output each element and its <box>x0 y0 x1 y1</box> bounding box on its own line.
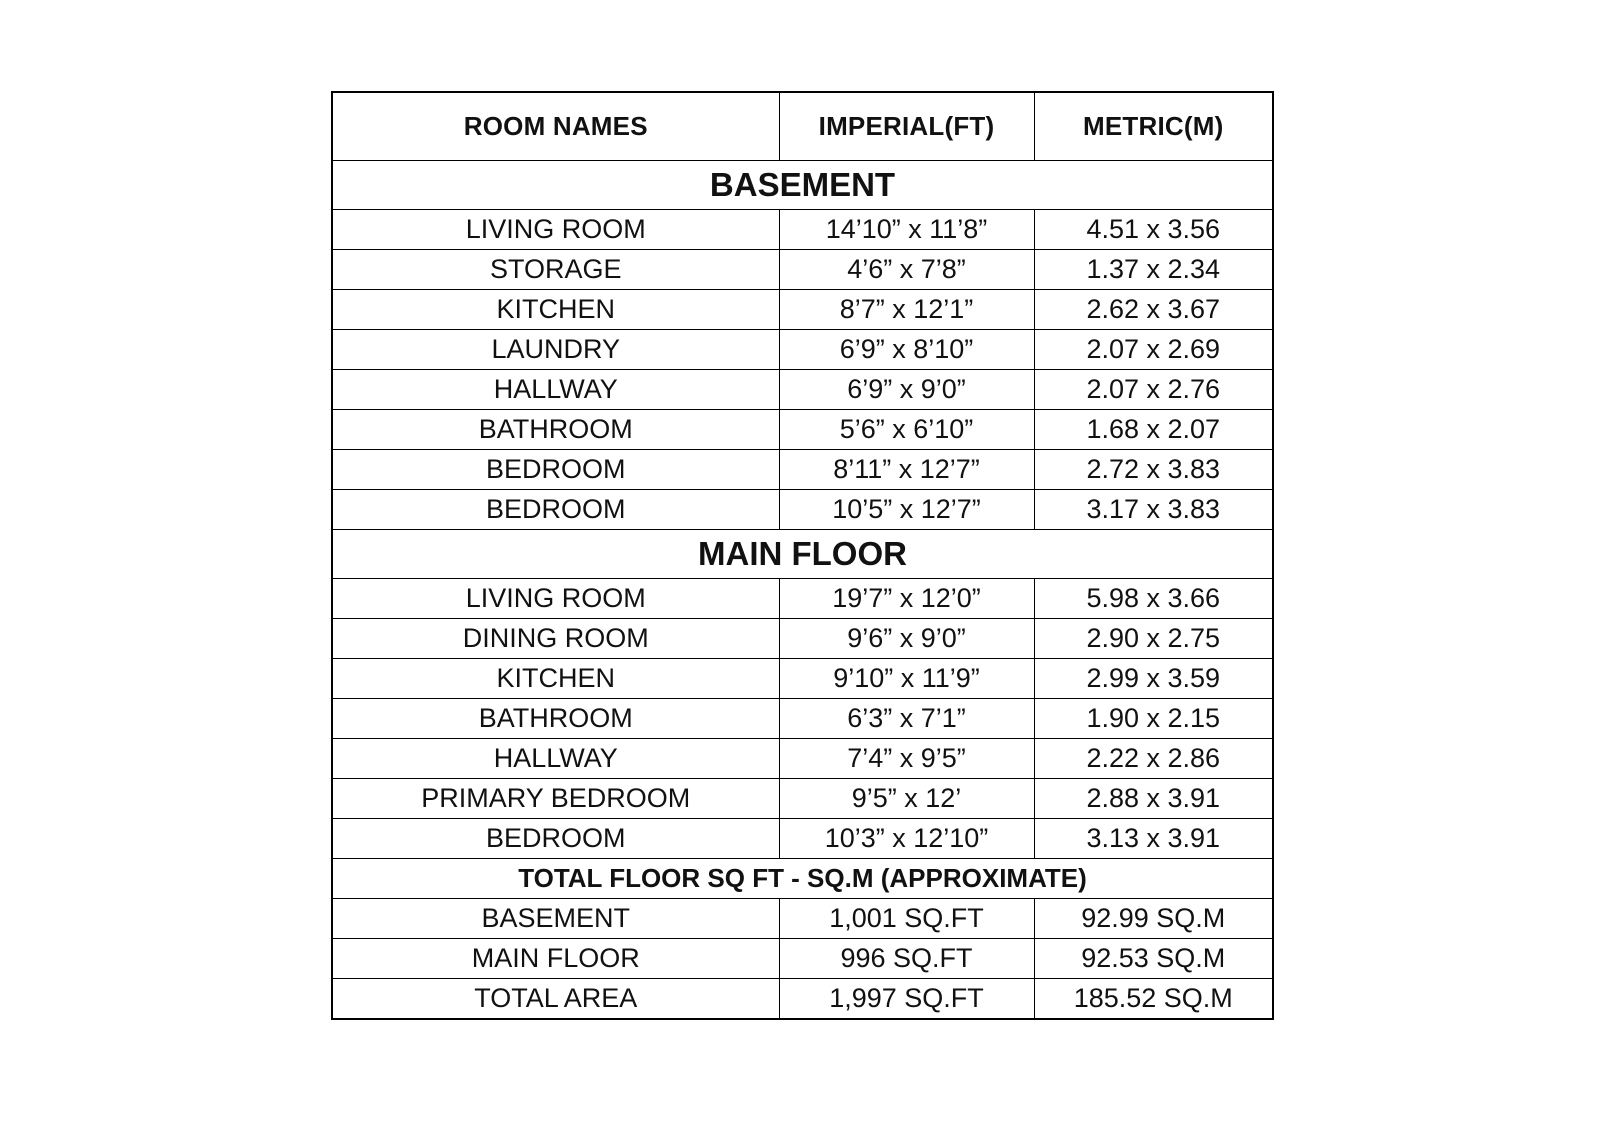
table-row <box>332 450 1273 490</box>
room-name: BATHROOM <box>332 699 779 739</box>
room-imperial: 9’6” x 9’0” <box>779 619 1034 659</box>
room-name: HALLWAY <box>332 370 779 410</box>
section-title-main-floor: MAIN FLOOR <box>332 530 1273 579</box>
room-name: STORAGE <box>332 250 779 290</box>
table-row <box>332 410 1273 450</box>
room-metric: 2.88 x 3.91 <box>1034 779 1273 819</box>
room-name: LIVING ROOM <box>332 579 779 619</box>
table-row <box>332 210 1273 250</box>
table-row <box>332 819 1273 859</box>
room-metric: 4.51 x 3.56 <box>1034 210 1273 250</box>
table-row <box>332 579 1273 619</box>
room-name: LIVING ROOM <box>332 210 779 250</box>
table-row <box>332 739 1273 779</box>
table-row <box>332 699 1273 739</box>
room-imperial: 8’7” x 12’1” <box>779 290 1034 330</box>
table-row <box>332 290 1273 330</box>
section-title-basement: BASEMENT <box>332 161 1273 210</box>
total-metric: 185.52 SQ.M <box>1034 979 1273 1020</box>
room-name: LAUNDRY <box>332 330 779 370</box>
room-metric: 1.37 x 2.34 <box>1034 250 1273 290</box>
room-name: PRIMARY BEDROOM <box>332 779 779 819</box>
total-name: MAIN FLOOR <box>332 939 779 979</box>
room-metric: 2.99 x 3.59 <box>1034 659 1273 699</box>
section-title-totals: TOTAL FLOOR SQ FT - SQ.M (APPROXIMATE) <box>332 859 1273 899</box>
total-imperial: 996 SQ.FT <box>779 939 1034 979</box>
room-name: BEDROOM <box>332 819 779 859</box>
section-basement <box>332 161 1273 210</box>
room-imperial: 10’5” x 12’7” <box>779 490 1034 530</box>
table-row <box>332 899 1273 939</box>
room-imperial: 9’10” x 11’9” <box>779 659 1034 699</box>
room-imperial: 14’10” x 11’8” <box>779 210 1034 250</box>
table-row <box>332 250 1273 290</box>
room-name: KITCHEN <box>332 290 779 330</box>
room-imperial: 4’6” x 7’8” <box>779 250 1034 290</box>
room-imperial: 9’5” x 12’ <box>779 779 1034 819</box>
header-imperial: IMPERIAL(FT) <box>779 92 1034 161</box>
table-row <box>332 619 1273 659</box>
room-metric: 3.13 x 3.91 <box>1034 819 1273 859</box>
room-name: BEDROOM <box>332 490 779 530</box>
room-imperial: 10’3” x 12’10” <box>779 819 1034 859</box>
total-name: TOTAL AREA <box>332 979 779 1020</box>
room-dimensions-table <box>331 91 1274 1020</box>
room-imperial: 19’7” x 12’0” <box>779 579 1034 619</box>
room-imperial: 5’6” x 6’10” <box>779 410 1034 450</box>
total-imperial: 1,001 SQ.FT <box>779 899 1034 939</box>
header-room-names: ROOM NAMES <box>332 92 779 161</box>
room-imperial: 6’9” x 9’0” <box>779 370 1034 410</box>
table-row <box>332 370 1273 410</box>
table-row <box>332 779 1273 819</box>
room-metric: 2.07 x 2.69 <box>1034 330 1273 370</box>
room-name: KITCHEN <box>332 659 779 699</box>
room-name: HALLWAY <box>332 739 779 779</box>
table-row <box>332 939 1273 979</box>
room-metric: 1.68 x 2.07 <box>1034 410 1273 450</box>
table-row <box>332 979 1273 1020</box>
room-imperial: 6’3” x 7’1” <box>779 699 1034 739</box>
header-metric: METRIC(M) <box>1034 92 1273 161</box>
total-imperial: 1,997 SQ.FT <box>779 979 1034 1020</box>
section-main-floor <box>332 530 1273 579</box>
section-totals <box>332 859 1273 899</box>
table-row <box>332 490 1273 530</box>
table-header-row <box>332 92 1273 161</box>
room-metric: 3.17 x 3.83 <box>1034 490 1273 530</box>
room-imperial: 8’11” x 12’7” <box>779 450 1034 490</box>
room-name: BEDROOM <box>332 450 779 490</box>
room-metric: 2.62 x 3.67 <box>1034 290 1273 330</box>
room-imperial: 7’4” x 9’5” <box>779 739 1034 779</box>
table-row <box>332 330 1273 370</box>
room-metric: 1.90 x 2.15 <box>1034 699 1273 739</box>
room-metric: 5.98 x 3.66 <box>1034 579 1273 619</box>
room-metric: 2.72 x 3.83 <box>1034 450 1273 490</box>
room-metric: 2.07 x 2.76 <box>1034 370 1273 410</box>
table-row <box>332 659 1273 699</box>
room-name: DINING ROOM <box>332 619 779 659</box>
total-name: BASEMENT <box>332 899 779 939</box>
total-metric: 92.53 SQ.M <box>1034 939 1273 979</box>
total-metric: 92.99 SQ.M <box>1034 899 1273 939</box>
room-metric: 2.22 x 2.86 <box>1034 739 1273 779</box>
room-name: BATHROOM <box>332 410 779 450</box>
room-metric: 2.90 x 2.75 <box>1034 619 1273 659</box>
room-imperial: 6’9” x 8’10” <box>779 330 1034 370</box>
